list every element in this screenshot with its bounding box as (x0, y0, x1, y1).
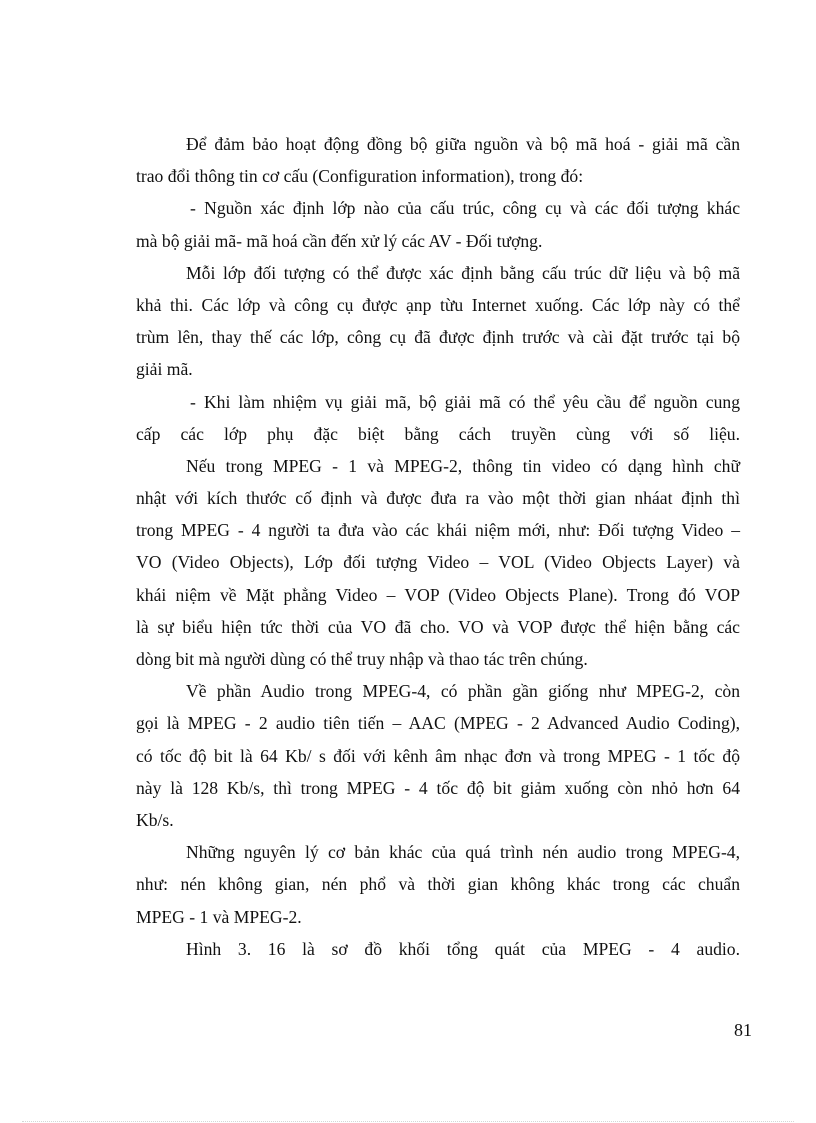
page-edge-divider (22, 1121, 794, 1122)
text-line: MPEG - 1 và MPEG-2. (136, 906, 302, 927)
text-line: - Khi làm nhiệm vụ giải mã, bộ giải mã có thể yêu cầu để nguồn cung (190, 391, 740, 412)
text-line: mà bộ giải mã- mã hoá cần đến xử lý các AV - Đối tượng. (136, 230, 543, 251)
text-line: như: nén không gian, nén phổ và thời gian không khác trong các chuẩn (136, 874, 740, 895)
text-line: Những nguyên lý cơ bản khác của quá trình nén audio trong MPEG-4, (186, 842, 740, 863)
text-line: trùm lên, thay thế các lớp, công cụ đã được định trước và cài đặt trước tại bộ (136, 327, 740, 348)
text-line: giải mã. (136, 359, 193, 380)
body-text (136, 128, 740, 965)
text-line: khái niệm về Mặt phẳng Video – VOP (Video Objects Plane). Trong đó VOP (136, 584, 740, 605)
text-line: dòng bit mà người dùng có thể truy nhập và thao tác trên chúng. (136, 649, 588, 669)
text-line: cấp các lớp phụ đặc biệt bằng cách truyền cùng với số liệu. (136, 423, 740, 444)
text-line: Kb/s. (136, 809, 174, 830)
text-line: trong MPEG - 4 người ta đưa vào các khái niệm mới, như: Đối tượng Video – (136, 520, 740, 541)
text-line: gọi là MPEG - 2 audio tiên tiến – AAC (MPEG - 2 Advanced Audio Coding), (136, 713, 740, 734)
text-line: có tốc độ bit là 64 Kb/ s đối với kênh âm nhạc đơn và trong MPEG - 1 tốc độ (136, 745, 740, 766)
text-line: VO (Video Objects), Lớp đối tượng Video – VOL (Video Objects Layer) và (136, 552, 740, 573)
text-line: Mỗi lớp đối tượng có thể được xác định bằng cấu trúc dữ liệu và bộ mã (186, 262, 740, 283)
text-line: là sự biểu hiện tức thời của VO đã cho. VO và VOP được thể hiện bằng các (136, 616, 740, 637)
text-line: khả thi. Các lớp và công cụ được ạnp từu Internet xuống. Các lớp này có thể (136, 294, 740, 315)
text-line: Để đảm bảo hoạt động đồng bộ giữa nguồn và bộ mã hoá - giải mã cần (186, 134, 740, 154)
text-line: Về phần Audio trong MPEG-4, có phần gần giống như MPEG-2, còn (186, 681, 740, 702)
page-number: 81 (734, 1020, 752, 1040)
text-line: - Nguồn xác định lớp nào của cấu trúc, công cụ và các đối tượng khác (190, 198, 740, 219)
text-line: này là 128 Kb/s, thì trong MPEG - 4 tốc độ bit giảm xuống còn nhỏ hơn 64 (136, 777, 740, 798)
text-line: nhật với kích thước cố định và được đưa ra vào một thời gian nháat định thì (136, 488, 740, 509)
text-line: trao đổi thông tin cơ cấu (Configuration information), trong đó: (136, 166, 584, 187)
text-line: Hình 3. 16 là sơ đồ khối tổng quát của MPEG - 4 audio. (186, 938, 740, 959)
text-line: Nếu trong MPEG - 1 và MPEG-2, thông tin video có dạng hình chữ (186, 455, 740, 476)
